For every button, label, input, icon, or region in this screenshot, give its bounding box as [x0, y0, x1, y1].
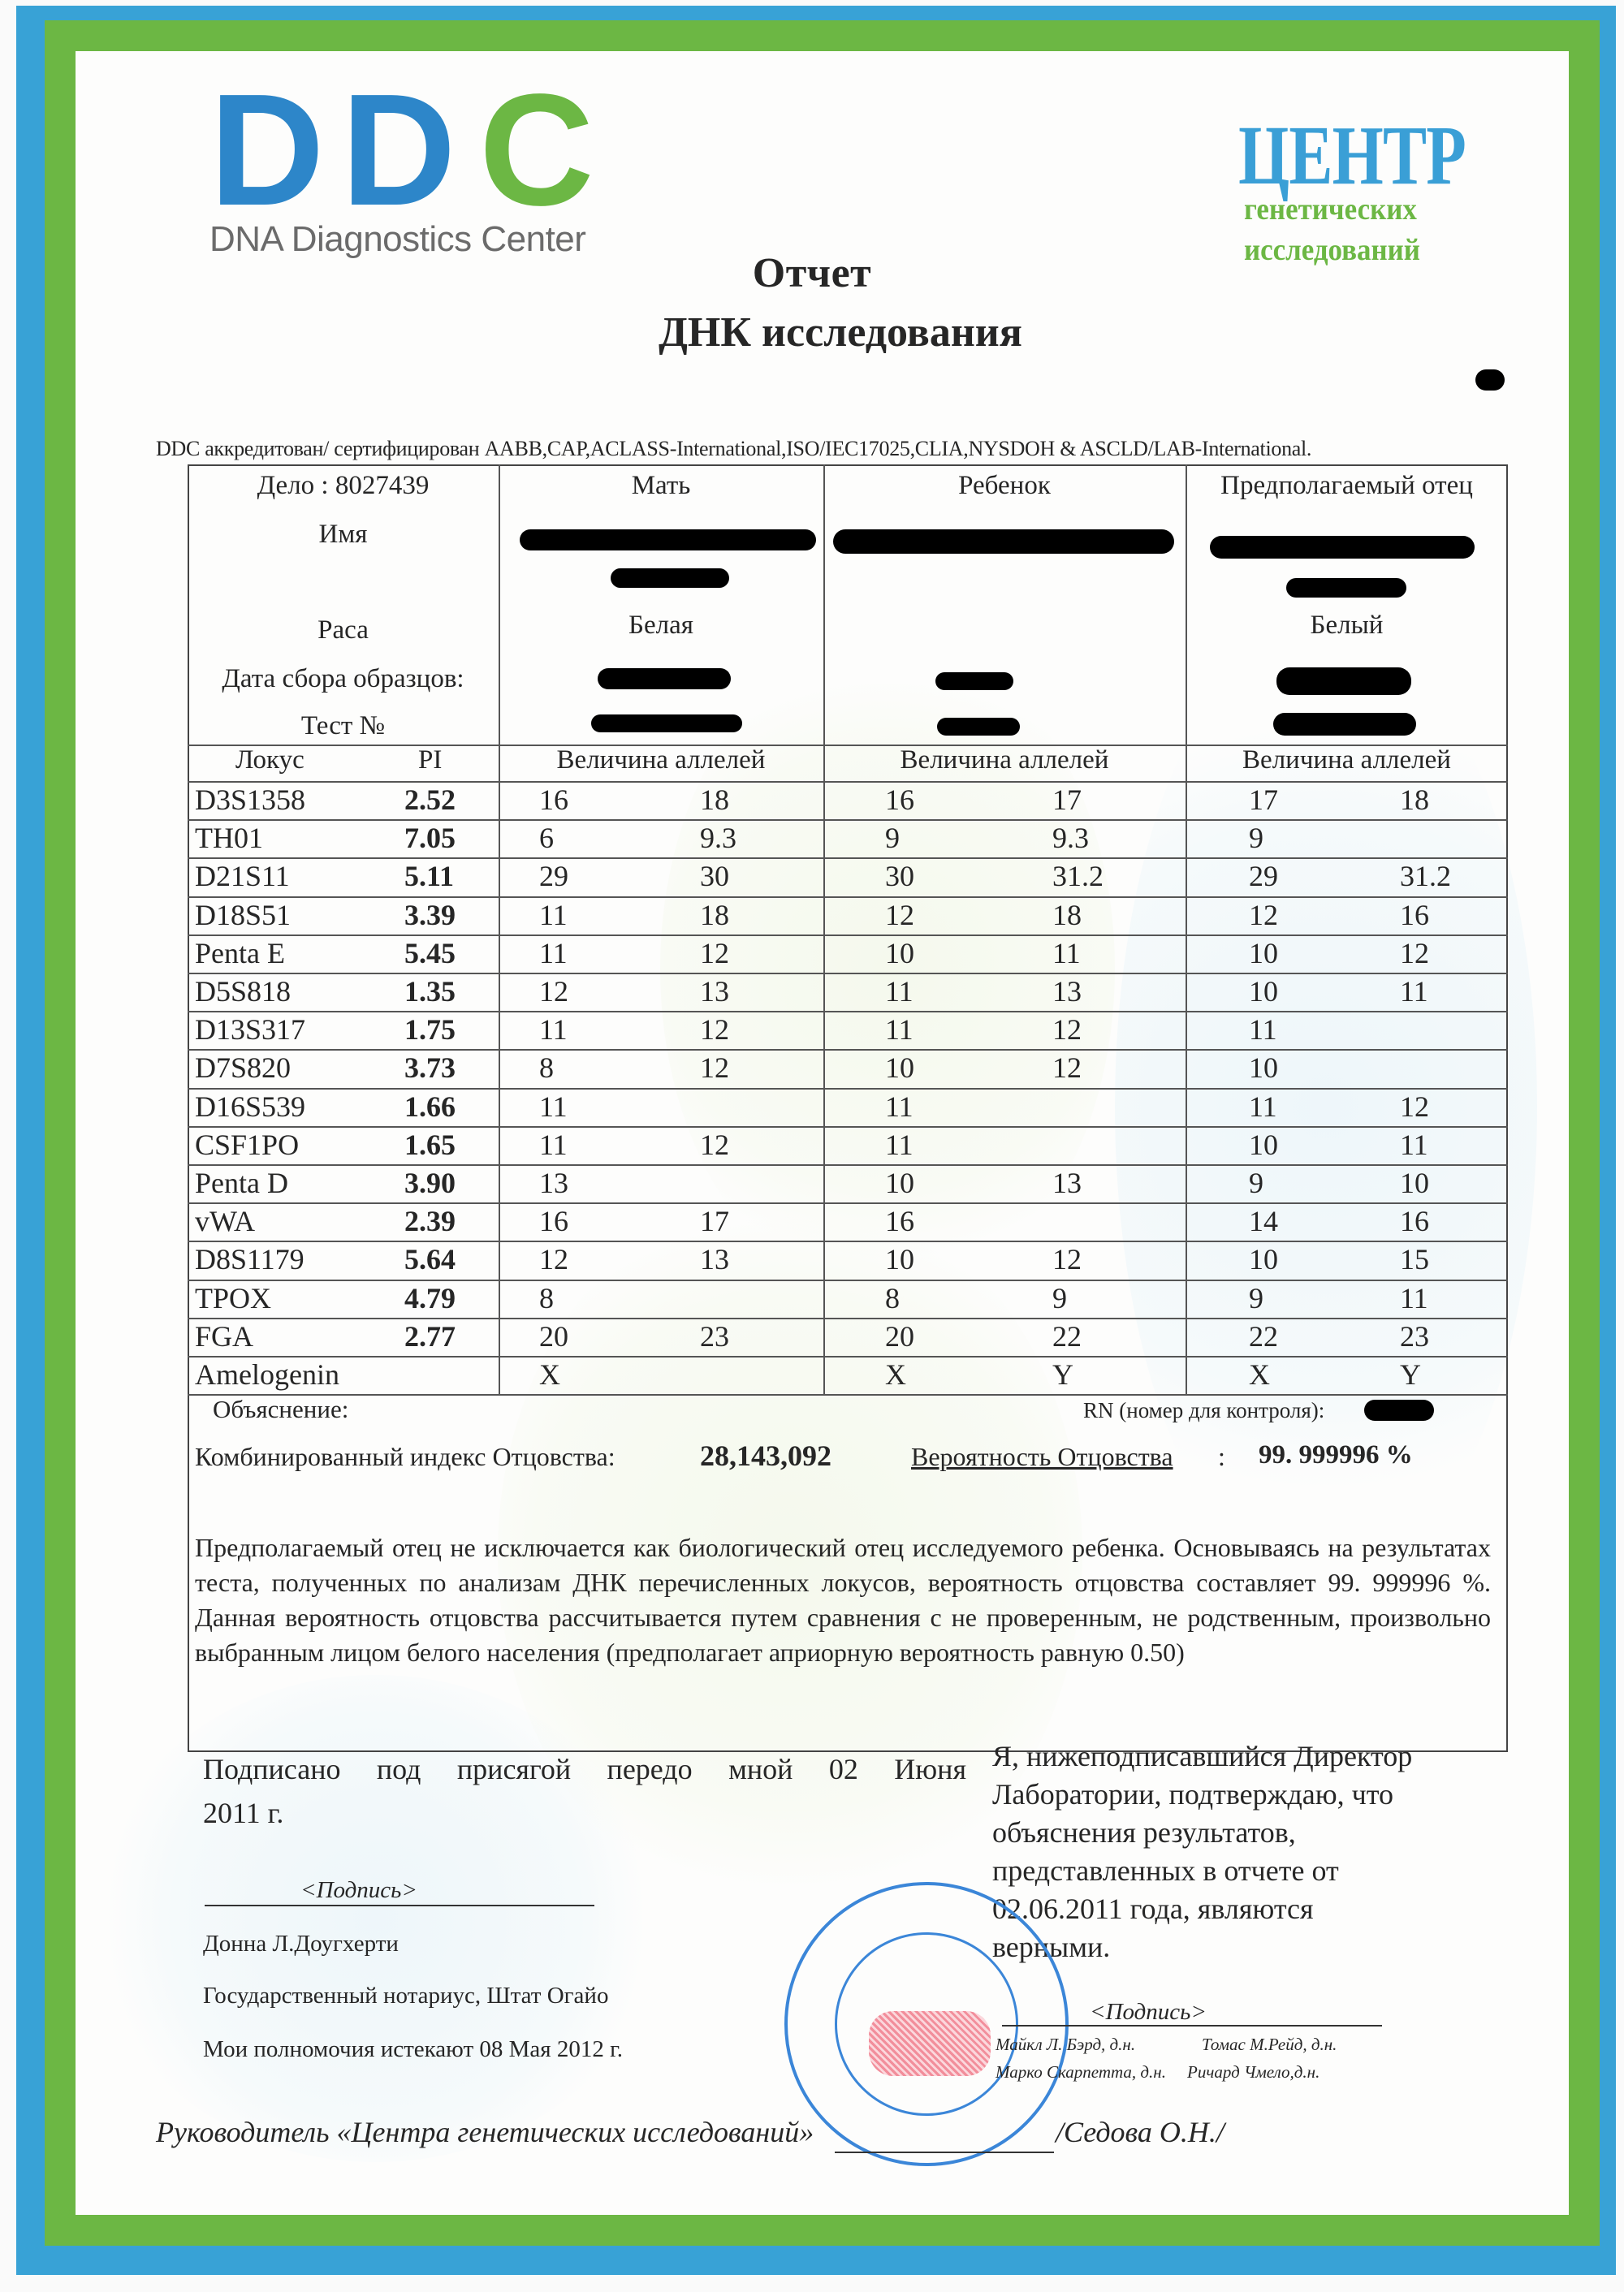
explanation-label: Объяснение: [213, 1395, 349, 1423]
father-allele-1: 10 [1249, 1129, 1278, 1161]
table-row-divider [188, 1394, 1508, 1396]
redacted-father-name [1210, 536, 1475, 559]
child-allele-2: 18 [1052, 899, 1082, 931]
child-allele-2: 13 [1052, 975, 1082, 1008]
notary-title: Государственный нотариус, Штат Огайо [203, 1983, 609, 2009]
explanation-paragraph: Предполагаемый отец не исключается как биологический отец исследуемого ребенка. Основываясь на результатах теста, полученных по анализам ДНК перечисленных локусов, вероятность отцовства составляет 99. 999996 %. Данная вероятность отцовства рассчитывается путем сравнения с не проверенным, не родственным, произвольно выбранным лицом белого населения (предполагает априорную вероятность равную 0.50) [195, 1533, 1491, 1667]
locus-name: D13S317 [195, 1013, 306, 1046]
father-allele-1: 17 [1249, 783, 1278, 816]
father-alleles-header: Величина аллелей [1242, 745, 1451, 775]
report-title: Отчет [752, 250, 872, 296]
locus-name: vWA [195, 1205, 255, 1237]
redacted-child-test [937, 718, 1020, 736]
child-allele-1: 11 [885, 975, 914, 1008]
mother-allele-2: 12 [700, 1129, 729, 1161]
ddc-logo-subtitle: DNA Diagnostics Center [209, 219, 586, 259]
director-line: Я, нижеподписавшийся Директор [992, 1740, 1413, 1772]
centr-logo-line2: генетических [1244, 192, 1417, 227]
mother-allele-1: 16 [539, 783, 568, 816]
mother-allele-2: 13 [700, 975, 729, 1008]
collection-date-label: Дата сбора образцов: [222, 664, 464, 693]
notary-signature-line [205, 1905, 594, 1906]
paternity-index: 1.65 [404, 1129, 456, 1161]
locus-name: D3S1358 [195, 783, 306, 816]
child-allele-1: 10 [885, 1051, 914, 1084]
table-row-divider [188, 1164, 1508, 1166]
table-row-divider [188, 896, 1508, 898]
locus-name: Amelogenin [195, 1358, 339, 1391]
table-divider [188, 781, 1508, 783]
table-row-divider [188, 819, 1508, 821]
director-signature: <Подпись> [1090, 1999, 1207, 2025]
paternity-index: 5.64 [404, 1243, 456, 1275]
paternity-index: 3.90 [404, 1167, 456, 1199]
child-allele-1: 20 [885, 1320, 914, 1353]
child-column-header: Ребенок [958, 471, 1051, 500]
father-allele-2: 10 [1400, 1167, 1429, 1199]
father-allele-2: 12 [1400, 937, 1429, 969]
father-allele-1: 10 [1249, 937, 1278, 969]
table-row-divider [188, 1280, 1508, 1281]
redacted-rn [1364, 1400, 1434, 1421]
mother-allele-1: X [539, 1358, 560, 1391]
paternity-index: 1.75 [404, 1013, 456, 1046]
mother-allele-1: 11 [539, 899, 568, 931]
child-allele-2: 12 [1052, 1243, 1082, 1275]
mother-allele-1: 8 [539, 1051, 554, 1084]
mother-allele-2: 12 [700, 937, 729, 969]
director-name-2: Томас М.Рейд, д.н. [1202, 2035, 1337, 2054]
child-allele-2: 12 [1052, 1051, 1082, 1084]
table-row-divider [188, 973, 1508, 974]
director-name-4: Ричард Чмело,д.н. [1187, 2062, 1320, 2082]
father-allele-1: 10 [1249, 975, 1278, 1008]
director-line: представленных в отчете от [992, 1854, 1339, 1887]
notary-name: Донна Л.Доугхерти [203, 1931, 399, 1957]
paternity-index: 2.39 [404, 1205, 456, 1237]
mother-alleles-header: Величина аллелей [556, 745, 766, 775]
director-line: объяснения результатов, [992, 1816, 1296, 1849]
director-line: Лаборатории, подтверждаю, что [992, 1778, 1394, 1811]
lab-head-name: /Седова О.Н./ [1056, 2116, 1224, 2148]
locus-name: Penta E [195, 937, 285, 969]
father-allele-1: 11 [1249, 1013, 1277, 1046]
father-allele-2: 16 [1400, 899, 1429, 931]
table-row-divider [188, 857, 1508, 859]
mother-allele-2: 30 [700, 860, 729, 892]
father-allele-2: 11 [1400, 1129, 1428, 1161]
redacted-child-date [935, 672, 1013, 690]
father-allele-1: X [1249, 1358, 1270, 1391]
father-allele-2: 11 [1400, 1282, 1428, 1314]
child-allele-2: 9.3 [1052, 822, 1089, 854]
locus-name: D18S51 [195, 899, 292, 931]
ddc-logo-letter-d2: D [341, 61, 453, 239]
ddc-logo-letter-c: C [479, 61, 591, 239]
mother-allele-1: 11 [539, 1129, 568, 1161]
redacted-child-name [833, 529, 1174, 554]
locus-name: D7S820 [195, 1051, 292, 1084]
director-name-1: Майкл Л. Бэрд, д.н. [996, 2035, 1136, 2054]
locus-name: D21S11 [195, 860, 290, 892]
locus-column-header: Локус [235, 745, 304, 775]
child-alleles-header: Величина аллелей [900, 745, 1109, 775]
child-allele-2: 12 [1052, 1013, 1082, 1046]
table-divider [823, 464, 825, 1395]
lab-head-label: Руководитель «Центра генетических исследований» [156, 2116, 814, 2148]
case-number: Дело : 8027439 [257, 471, 430, 500]
locus-name: CSF1PO [195, 1129, 300, 1161]
child-allele-2: 31.2 [1052, 860, 1104, 892]
child-allele-1: 16 [885, 1205, 914, 1237]
mother-race: Белая [628, 611, 693, 640]
stamp-dna-emblem-icon [869, 2011, 991, 2076]
child-allele-2: 13 [1052, 1167, 1082, 1199]
mother-column-header: Мать [631, 471, 691, 500]
mother-allele-1: 20 [539, 1320, 568, 1353]
table-row-divider [188, 1049, 1508, 1051]
table-row-divider [188, 1088, 1508, 1090]
centr-logo-title: ЦЕНТР [1238, 109, 1466, 202]
table-row-divider [188, 934, 1508, 936]
table-row-divider [188, 1356, 1508, 1358]
father-allele-1: 9 [1249, 1167, 1263, 1199]
redacted-mother-name-2 [611, 568, 729, 588]
ddc-logo-letter-d1: D [209, 61, 322, 239]
rn-label: RN (номер для контроля): [1083, 1398, 1325, 1422]
father-allele-2: 12 [1400, 1090, 1429, 1123]
father-race: Белый [1310, 611, 1384, 640]
alleged-father-column-header: Предполагаемый отец [1220, 471, 1473, 500]
locus-name: D16S539 [195, 1090, 306, 1123]
cpi-value: 28,143,092 [700, 1440, 831, 1472]
paternity-index: 4.79 [404, 1282, 456, 1314]
child-allele-1: 10 [885, 1243, 914, 1275]
cpi-label: Комбинированный индекс Отцовства: [195, 1442, 615, 1471]
child-allele-1: 11 [885, 1013, 914, 1046]
father-allele-2: 15 [1400, 1243, 1429, 1275]
locus-name: FGA [195, 1320, 254, 1353]
table-row-divider [188, 1318, 1508, 1319]
redacted-mother-test [591, 714, 742, 732]
lab-head-signature-line [835, 2152, 1054, 2153]
redacted-mark [1475, 369, 1505, 391]
mother-allele-2: 13 [700, 1243, 729, 1275]
mother-allele-1: 12 [539, 1243, 568, 1275]
mother-allele-1: 11 [539, 937, 568, 969]
paternity-index: 7.05 [404, 822, 456, 854]
father-allele-2: 23 [1400, 1320, 1429, 1353]
father-allele-1: 12 [1249, 899, 1278, 931]
mother-allele-2: 12 [700, 1051, 729, 1084]
child-allele-1: 10 [885, 937, 914, 969]
director-name-3: Марко Скарпетта, д.н. [996, 2062, 1166, 2082]
father-allele-1: 22 [1249, 1320, 1278, 1353]
table-divider [499, 464, 500, 1395]
father-allele-2: 11 [1400, 975, 1428, 1008]
mother-allele-1: 11 [539, 1090, 568, 1123]
probability-separator: : [1218, 1442, 1225, 1471]
redacted-mother-name [520, 529, 816, 550]
report-subtitle: ДНК исследования [659, 309, 1022, 356]
father-allele-1: 9 [1249, 822, 1263, 854]
accreditation-line: DDC аккредитован/ сертифицирован AABB,CAP,ACLASS-International,ISO/IEC17025,CLIA,NYSDOH & ASCLD/LAB-International. [156, 437, 1312, 460]
locus-name: Penta D [195, 1167, 288, 1199]
child-allele-2: 11 [1052, 937, 1081, 969]
sworn-statement-line1: Подписано под присягой передо мной 02 Июня [203, 1753, 966, 1785]
table-row-divider [188, 1126, 1508, 1128]
paternity-index: 5.45 [404, 937, 456, 969]
mother-allele-2: 9.3 [700, 822, 736, 854]
mother-allele-2: 12 [700, 1013, 729, 1046]
mother-allele-1: 11 [539, 1013, 568, 1046]
mother-allele-2: 23 [700, 1320, 729, 1353]
redacted-father-test [1273, 713, 1416, 736]
table-row-divider [188, 1202, 1508, 1204]
child-allele-1: 16 [885, 783, 914, 816]
paternity-index: 1.66 [404, 1090, 456, 1123]
pi-column-header: PI [418, 745, 443, 775]
notary-signature: <Подпись> [300, 1877, 417, 1903]
paternity-index: 1.35 [404, 975, 456, 1008]
father-allele-1: 29 [1249, 860, 1278, 892]
table-divider [1186, 464, 1187, 1395]
father-allele-2: 18 [1400, 783, 1429, 816]
father-allele-2: Y [1400, 1358, 1421, 1391]
paternity-index: 3.73 [404, 1051, 456, 1084]
paternity-index: 2.52 [404, 783, 456, 816]
child-allele-1: 9 [885, 822, 900, 854]
child-allele-1: 8 [885, 1282, 900, 1314]
mother-allele-2: 18 [700, 783, 729, 816]
father-allele-1: 11 [1249, 1090, 1277, 1123]
official-stamp [784, 1882, 1069, 2166]
child-allele-1: 30 [885, 860, 914, 892]
probability-label: Вероятность Отцовства [911, 1442, 1173, 1471]
director-line: 02.06.2011 года, являются [992, 1893, 1314, 1925]
father-allele-1: 10 [1249, 1243, 1278, 1275]
mother-allele-1: 29 [539, 860, 568, 892]
race-label: Раса [317, 615, 369, 645]
child-allele-2: 22 [1052, 1320, 1082, 1353]
mother-allele-2: 18 [700, 899, 729, 931]
table-row-divider [188, 1241, 1508, 1242]
locus-name: D5S818 [195, 975, 292, 1008]
probability-value: 99. 999996 % [1259, 1440, 1413, 1470]
mother-allele-2: 17 [700, 1205, 729, 1237]
paternity-index: 2.77 [404, 1320, 456, 1353]
table-row-divider [188, 1011, 1508, 1012]
centr-logo-line3: исследований [1244, 233, 1420, 267]
child-allele-1: 10 [885, 1167, 914, 1199]
notary-commission-expiry: Мои полномочия истекают 08 Мая 2012 г. [203, 2036, 623, 2062]
mother-allele-1: 16 [539, 1205, 568, 1237]
child-allele-1: 11 [885, 1129, 914, 1161]
director-signature-line [1002, 2025, 1382, 2027]
paternity-index: 5.11 [404, 860, 455, 892]
paternity-index: 3.39 [404, 899, 456, 931]
locus-name: TPOX [195, 1282, 272, 1314]
test-number-label: Тест № [300, 711, 386, 740]
child-allele-2: 17 [1052, 783, 1082, 816]
child-allele-2: Y [1052, 1358, 1073, 1391]
mother-allele-1: 13 [539, 1167, 568, 1199]
mother-allele-1: 6 [539, 822, 554, 854]
locus-name: TH01 [195, 822, 263, 854]
redacted-father-date [1276, 667, 1411, 695]
father-allele-2: 31.2 [1400, 860, 1451, 892]
father-allele-2: 16 [1400, 1205, 1429, 1237]
father-allele-1: 14 [1249, 1205, 1278, 1237]
director-line: верными. [992, 1931, 1111, 1963]
redacted-mother-date [598, 668, 731, 689]
mother-allele-1: 12 [539, 975, 568, 1008]
child-allele-1: 11 [885, 1090, 914, 1123]
locus-name: D8S1179 [195, 1243, 304, 1275]
father-allele-1: 10 [1249, 1051, 1278, 1084]
redacted-father-name-2 [1286, 578, 1406, 598]
child-allele-1: 12 [885, 899, 914, 931]
child-allele-1: X [885, 1358, 906, 1391]
child-allele-2: 9 [1052, 1282, 1067, 1314]
father-allele-1: 9 [1249, 1282, 1263, 1314]
name-label: Имя [318, 520, 368, 549]
mother-allele-1: 8 [539, 1282, 554, 1314]
sworn-statement-line2: 2011 г. [203, 1797, 284, 1829]
